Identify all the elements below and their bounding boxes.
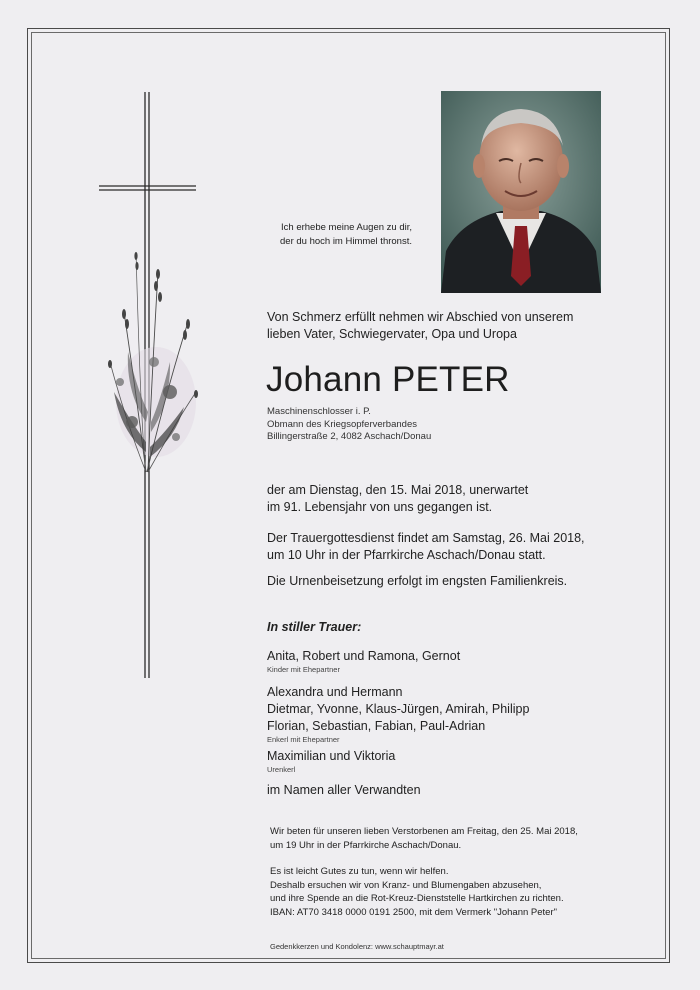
role: Obmann des Kriegsopferverbandes xyxy=(267,418,417,430)
scripture-quote xyxy=(240,221,412,249)
mourner-group-children xyxy=(267,648,460,674)
mourners-closing xyxy=(267,782,421,799)
death-notice xyxy=(267,482,528,516)
quote-line: Ich erhebe meine Augen zu dir, xyxy=(281,222,412,233)
mourner-names: Dietmar, Yvonne, Klaus-Jürgen, Amirah, Philipp xyxy=(267,702,530,716)
farewell-intro xyxy=(267,309,573,343)
mourner-group-grandchildren xyxy=(267,684,529,744)
occupation: Maschinenschlosser i. P. xyxy=(267,406,371,417)
grain-bouquet-icon xyxy=(108,252,198,472)
mourner-names: Alexandra und Hermann xyxy=(267,685,403,699)
urn-line: Die Urnenbeisetzung erfolgt im engsten Familienkreis. xyxy=(267,574,568,588)
deceased-details xyxy=(267,406,431,444)
prayer-notice xyxy=(270,825,578,852)
mourner-group-great-grandchildren xyxy=(267,748,395,774)
mourner-relation: Urenkerl xyxy=(267,765,296,774)
mourner-names: Maximilian und Viktoria xyxy=(267,749,396,763)
prayer-line: Wir beten für unseren lieben Verstorbenen am Freitag, den 25. Mai 2018, xyxy=(270,826,578,837)
intro-line: lieben Vater, Schwiegervater, Opa und Uropa xyxy=(267,327,517,341)
death-notice-line: der am Dienstag, den 15. Mai 2018, unerwartet xyxy=(267,483,529,497)
urn-burial xyxy=(267,573,567,590)
donation-line: Deshalb ersuchen wir von Kranz- und Blumengaben abzusehen, xyxy=(270,879,542,891)
death-notice-line: im 91. Lebensjahr von uns gegangen ist. xyxy=(267,500,493,514)
closing-line: im Namen aller Verwandten xyxy=(267,783,421,797)
mourner-names: Florian, Sebastian, Fabian, Paul-Adrian xyxy=(267,719,486,733)
prayer-line: um 19 Uhr in der Pfarrkirche Aschach/Donau. xyxy=(270,839,462,851)
cross-icon xyxy=(96,92,200,678)
deceased-name: Johann PETER xyxy=(266,360,510,399)
mourners-title: In stiller Trauer: xyxy=(267,620,362,634)
donation-line: IBAN: AT70 3418 0000 0191 2500, mit dem Vermerk "Johann Peter" xyxy=(270,906,557,918)
funeral-service xyxy=(267,530,585,564)
mourner-relation: Kinder mit Ehepartner xyxy=(267,665,340,674)
quote-line: der du hoch im Himmel thronst. xyxy=(280,236,412,247)
condolence-footer: Gedenkkerzen und Kondolenz: www.schauptmayr.at xyxy=(270,942,444,951)
donation-line: und ihre Spende an die Rot-Kreuz-Dienststelle Hartkirchen zu richten. xyxy=(270,893,564,904)
donation-request xyxy=(270,865,564,919)
address: Billingerstraße 2, 4082 Aschach/Donau xyxy=(267,431,432,442)
portrait-photo xyxy=(441,91,601,293)
donation-line: Es ist leicht Gutes zu tun, wenn wir helfen. xyxy=(270,866,449,877)
mourner-relation: Enkerl mit Ehepartner xyxy=(267,735,340,744)
intro-line: Von Schmerz erfüllt nehmen wir Abschied von unserem xyxy=(267,310,574,324)
mourner-names: Anita, Robert und Ramona, Gernot xyxy=(267,649,461,663)
funeral-line: Der Trauergottesdienst findet am Samstag, 26. Mai 2018, xyxy=(267,531,585,545)
funeral-line: um 10 Uhr in der Pfarrkirche Aschach/Donau statt. xyxy=(267,548,546,562)
